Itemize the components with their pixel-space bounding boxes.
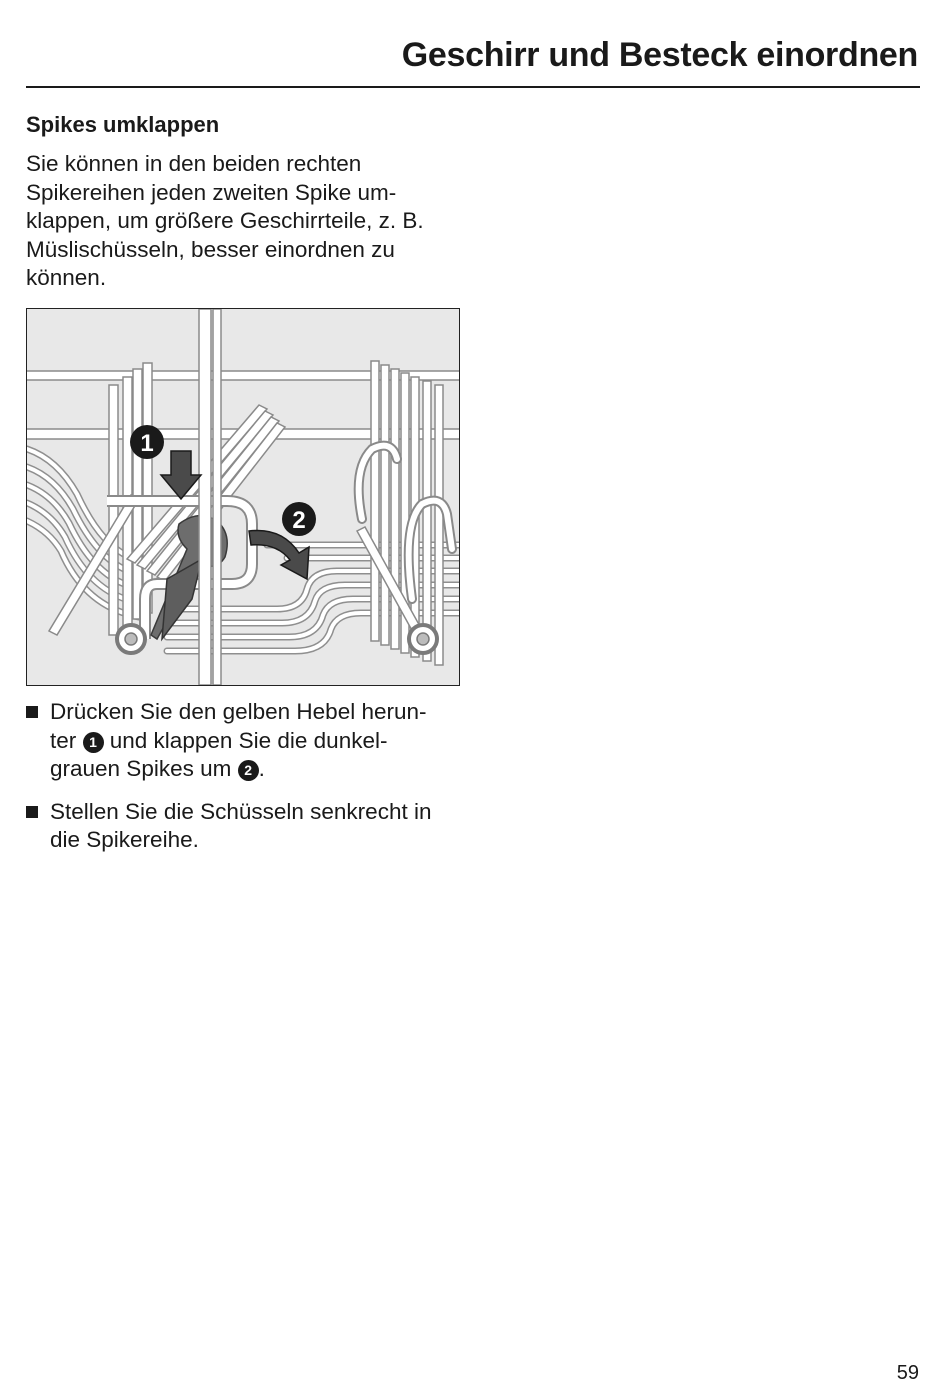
step-line: die Spikereihe. [50,827,199,852]
step-text: . [258,756,265,781]
step-marker-1: 1 [83,732,104,753]
step-line [50,755,466,784]
intro-paragraph [26,150,466,293]
square-bullet-icon [26,806,38,818]
illustration-drawing [27,309,459,685]
list-item [26,798,466,855]
step-line: Drücken Sie den gelben Hebel herun- [50,699,427,724]
intro-line: Spikereihen jeden zweiten Spike um- [26,179,397,205]
step-text: und klappen Sie die dunkel- [103,727,388,753]
list-item [26,698,466,784]
step-marker-2: 2 [238,760,259,781]
intro-line: klappen, um größere Geschirrteile, z. B. [26,208,424,233]
callout-2-label: 2 [292,507,306,534]
intro-line: Müslischüsseln, besser einordnen zu [26,236,395,262]
dishwasher-spikes-illustration [26,308,460,686]
callout-1-label: 1 [140,430,154,457]
step-line [50,727,466,756]
callout-1 [130,425,164,459]
instruction-list [26,698,466,869]
square-bullet-icon [26,706,38,718]
callout-2 [282,502,316,536]
intro-line: können. [26,265,107,290]
intro-line: Sie können in den beiden rechten [26,151,362,176]
step-text: grauen Spikes um [50,756,238,781]
header-divider [26,86,920,88]
section-heading: Spikes umklappen [26,112,220,137]
page-title: Geschirr und Besteck einordnen [401,36,918,74]
step-text: ter [50,727,83,753]
step-line: Stellen Sie die Schüsseln senkrecht in [50,798,432,824]
page-number: 59 [896,1362,919,1384]
